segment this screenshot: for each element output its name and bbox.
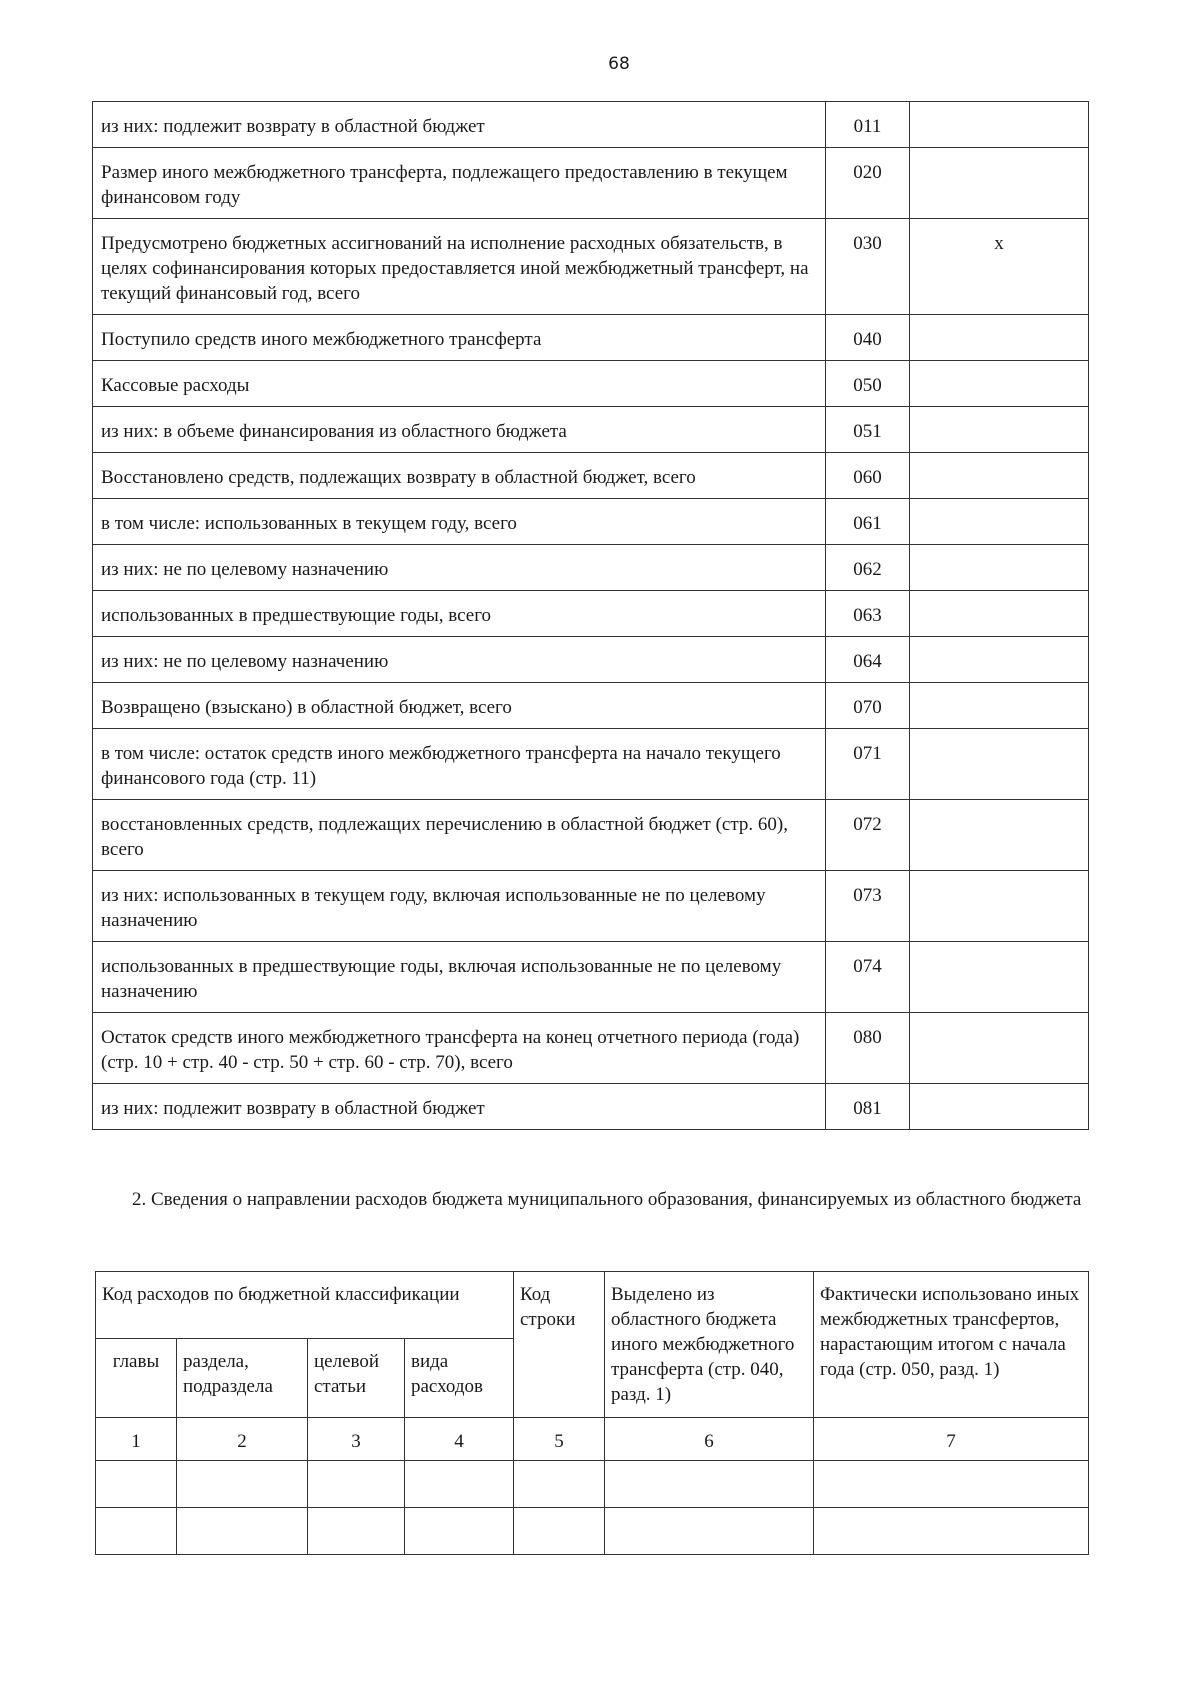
empty-cell	[605, 1461, 814, 1508]
row-value	[910, 942, 1089, 1013]
row-label: в том числе: использованных в текущем году, всего	[93, 499, 826, 545]
row-value	[910, 637, 1089, 683]
table-row	[93, 800, 1089, 871]
table-row	[93, 219, 1089, 315]
row-value	[910, 800, 1089, 871]
empty-cell	[514, 1508, 605, 1555]
row-code: 060	[826, 453, 910, 499]
column-number: 4	[405, 1418, 514, 1461]
header-row	[96, 1272, 1089, 1339]
empty-row	[96, 1461, 1089, 1508]
row-value	[910, 407, 1089, 453]
row-code: 050	[826, 361, 910, 407]
row-value	[910, 683, 1089, 729]
empty-cell	[405, 1508, 514, 1555]
table-row	[93, 637, 1089, 683]
column-number: 3	[308, 1418, 405, 1461]
empty-cell	[308, 1508, 405, 1555]
row-label: из них: не по целевому назначению	[93, 637, 826, 683]
row-value	[910, 1013, 1089, 1084]
row-label: в том числе: остаток средств иного межбюджетного трансферта на начало текущего финансового года (стр. 11)	[93, 729, 826, 800]
table-row	[93, 545, 1089, 591]
column-numbers-row	[96, 1418, 1089, 1461]
row-code: 080	[826, 1013, 910, 1084]
row-code: 064	[826, 637, 910, 683]
table-row	[93, 1013, 1089, 1084]
table-row	[93, 729, 1089, 800]
header-section: раздела, подраздела	[177, 1339, 308, 1418]
expense-directions-table	[95, 1271, 1089, 1555]
header-chapter: главы	[96, 1339, 177, 1418]
section-heading: 2. Сведения о направлении расходов бюджета муниципального образования, финансируемых из областного бюджета	[132, 1189, 1082, 1210]
header-expense-type: вида расходов	[405, 1339, 514, 1418]
row-code: 073	[826, 871, 910, 942]
row-label: Остаток средств иного межбюджетного трансферта на конец отчетного периода (года) (стр. 10 + стр. 40 - стр. 50 + стр. 60 - стр. 70), всего	[93, 1013, 826, 1084]
row-value	[910, 102, 1089, 148]
row-value	[910, 453, 1089, 499]
header-used: Фактически использовано иных межбюджетных трансфертов, нарастающим итогом с начала года (стр. 050, разд. 1)	[814, 1272, 1089, 1418]
header-target: целевой статьи	[308, 1339, 405, 1418]
row-value	[910, 499, 1089, 545]
empty-cell	[814, 1508, 1089, 1555]
row-code: 061	[826, 499, 910, 545]
row-value	[910, 545, 1089, 591]
row-value	[910, 315, 1089, 361]
row-label: Предусмотрено бюджетных ассигнований на исполнение расходных обязательств, в целях софинансирования которых предоставляется иной межбюджетный трансферт, на текущий финансовый год, всего	[93, 219, 826, 315]
row-code: 072	[826, 800, 910, 871]
empty-cell	[308, 1461, 405, 1508]
row-label: из них: подлежит возврату в областной бюджет	[93, 102, 826, 148]
empty-cell	[605, 1508, 814, 1555]
table-row	[93, 1084, 1089, 1130]
report-table	[92, 101, 1089, 1130]
empty-cell	[96, 1508, 177, 1555]
row-value	[910, 361, 1089, 407]
table-row	[93, 683, 1089, 729]
empty-cell	[177, 1508, 308, 1555]
table-row	[93, 361, 1089, 407]
header-budget-code: Код расходов по бюджетной классификации	[96, 1272, 514, 1339]
column-number: 1	[96, 1418, 177, 1461]
header-allocated: Выделено из областного бюджета иного межбюджетного трансферта (стр. 040, разд. 1)	[605, 1272, 814, 1418]
row-label: использованных в предшествующие годы, включая использованные не по целевому назначению	[93, 942, 826, 1013]
empty-cell	[96, 1461, 177, 1508]
table-row	[93, 871, 1089, 942]
row-label: Восстановлено средств, подлежащих возврату в областной бюджет, всего	[93, 453, 826, 499]
empty-cell	[405, 1461, 514, 1508]
row-code: 063	[826, 591, 910, 637]
table-row	[93, 315, 1089, 361]
row-code: 030	[826, 219, 910, 315]
table-row	[93, 407, 1089, 453]
header-line-code: Код строки	[514, 1272, 605, 1418]
row-label: Размер иного межбюджетного трансферта, подлежащего предоставлению в текущем финансовом году	[93, 148, 826, 219]
column-number: 2	[177, 1418, 308, 1461]
row-code: 062	[826, 545, 910, 591]
page-number: 68	[608, 54, 630, 74]
row-code: 070	[826, 683, 910, 729]
row-code: 011	[826, 102, 910, 148]
row-label: Возвращено (взыскано) в областной бюджет, всего	[93, 683, 826, 729]
row-value	[910, 148, 1089, 219]
row-code: 071	[826, 729, 910, 800]
row-label: из них: подлежит возврату в областной бюджет	[93, 1084, 826, 1130]
row-value	[910, 871, 1089, 942]
column-number: 5	[514, 1418, 605, 1461]
table-row	[93, 942, 1089, 1013]
row-label: восстановленных средств, подлежащих перечислению в областной бюджет (стр. 60), всего	[93, 800, 826, 871]
empty-cell	[177, 1461, 308, 1508]
row-label: Кассовые расходы	[93, 361, 826, 407]
table-row	[93, 453, 1089, 499]
empty-row	[96, 1508, 1089, 1555]
row-code: 051	[826, 407, 910, 453]
table-row	[93, 102, 1089, 148]
row-label: из них: использованных в текущем году, включая использованные не по целевому назначению	[93, 871, 826, 942]
row-value	[910, 729, 1089, 800]
row-code: 081	[826, 1084, 910, 1130]
empty-cell	[514, 1461, 605, 1508]
row-code: 040	[826, 315, 910, 361]
row-value	[910, 591, 1089, 637]
row-label: из них: не по целевому назначению	[93, 545, 826, 591]
empty-cell	[814, 1461, 1089, 1508]
table-row	[93, 591, 1089, 637]
table-row	[93, 499, 1089, 545]
row-value	[910, 1084, 1089, 1130]
row-value: x	[910, 219, 1089, 315]
row-label: Поступило средств иного межбюджетного трансферта	[93, 315, 826, 361]
row-code: 020	[826, 148, 910, 219]
row-code: 074	[826, 942, 910, 1013]
column-number: 6	[605, 1418, 814, 1461]
row-label: использованных в предшествующие годы, всего	[93, 591, 826, 637]
row-label: из них: в объеме финансирования из областного бюджета	[93, 407, 826, 453]
table-row	[93, 148, 1089, 219]
column-number: 7	[814, 1418, 1089, 1461]
